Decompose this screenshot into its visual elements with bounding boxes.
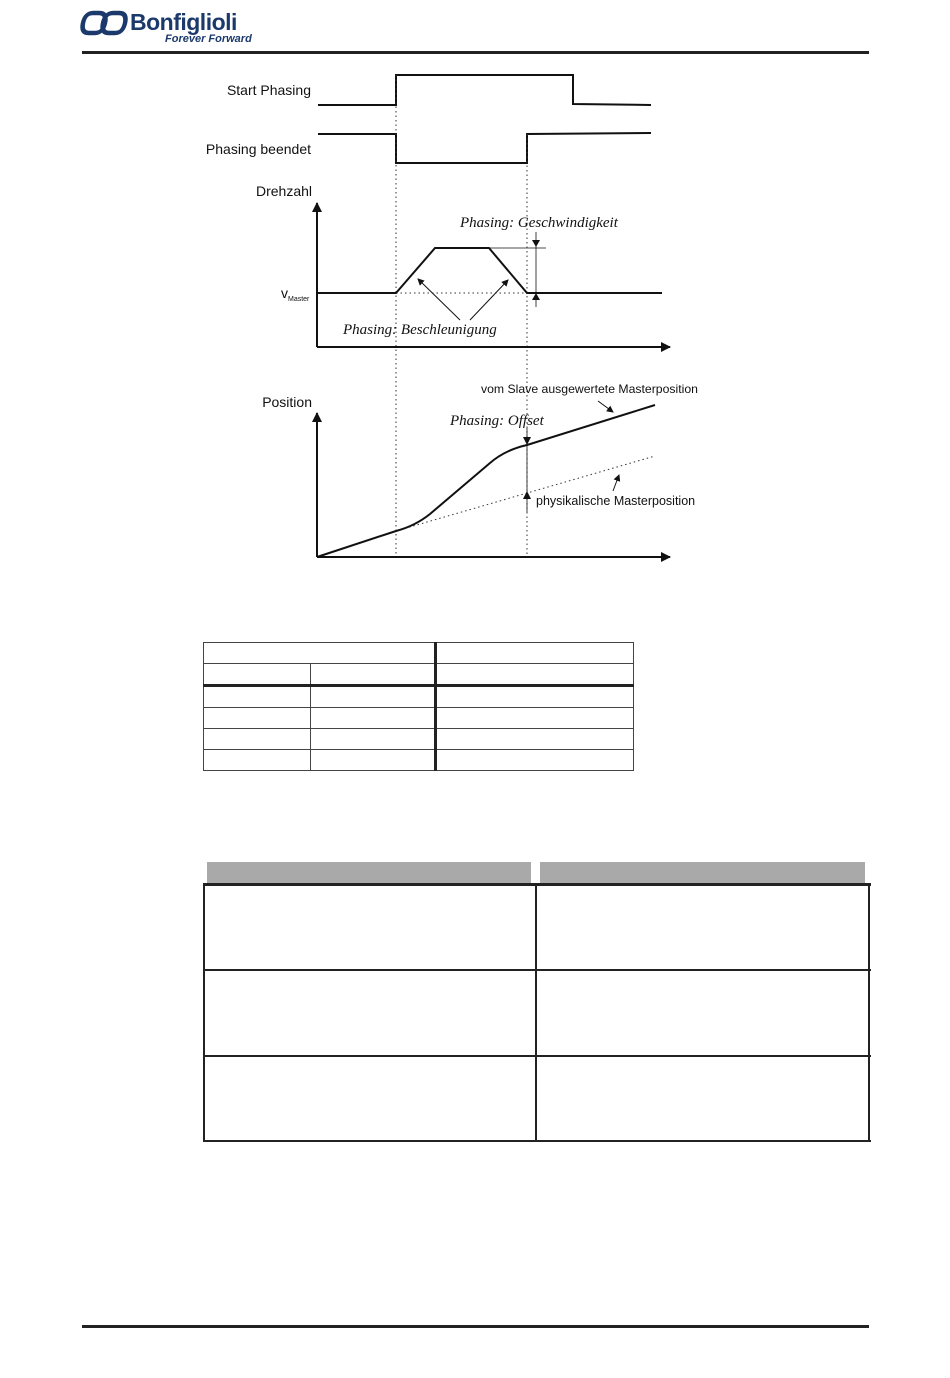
table-row (204, 643, 634, 664)
brand-tagline: Forever Forward (165, 33, 252, 45)
position-axis-label: Position (262, 394, 312, 410)
speed-dimension-arrow-top (532, 240, 540, 247)
table-row (204, 708, 634, 729)
accel-pointer-right (470, 280, 508, 320)
slave-master-position-label: vom Slave ausgewertete Masterposition (481, 382, 698, 396)
description-table (203, 862, 871, 1144)
header-cell-right (540, 862, 865, 883)
v-master-label: $v_{Master}$ (281, 285, 310, 303)
signal-done-trace (318, 133, 651, 163)
table-row (204, 686, 634, 708)
brand-name: Bonfiglioli (130, 9, 237, 35)
speed-axis-label: Drehzahl (255, 183, 312, 199)
signal-done-label: Phasing beendet (205, 141, 311, 157)
table-row (204, 729, 634, 750)
signal-start-label: Start Phasing (226, 82, 311, 98)
accel-pointer-left (418, 279, 460, 320)
signal-start-trace (318, 75, 651, 105)
phasing-diagram (0, 60, 950, 580)
parameter-table (203, 642, 634, 771)
table-row (204, 750, 634, 771)
table-row (204, 664, 634, 686)
chain-link-icon (80, 9, 128, 37)
offset-arrow-bottom (523, 491, 531, 499)
slave-position-pointer (598, 401, 613, 412)
speed-profile (317, 248, 662, 293)
bonfiglioli-logo (80, 7, 260, 49)
accel-annotation: Phasing: Beschleunigung (343, 322, 497, 338)
header-rule (82, 51, 869, 54)
speed-annotation: Phasing: Geschwindigkeit (460, 215, 618, 231)
physical-master-position-label: physikalische Masterposition (536, 494, 696, 508)
physical-position-pointer (613, 475, 619, 491)
offset-annotation: Phasing: Offset (450, 413, 544, 429)
speed-dimension-arrow-bottom (532, 293, 540, 300)
footer-rule (82, 1325, 869, 1328)
header-cell-left (207, 862, 531, 883)
